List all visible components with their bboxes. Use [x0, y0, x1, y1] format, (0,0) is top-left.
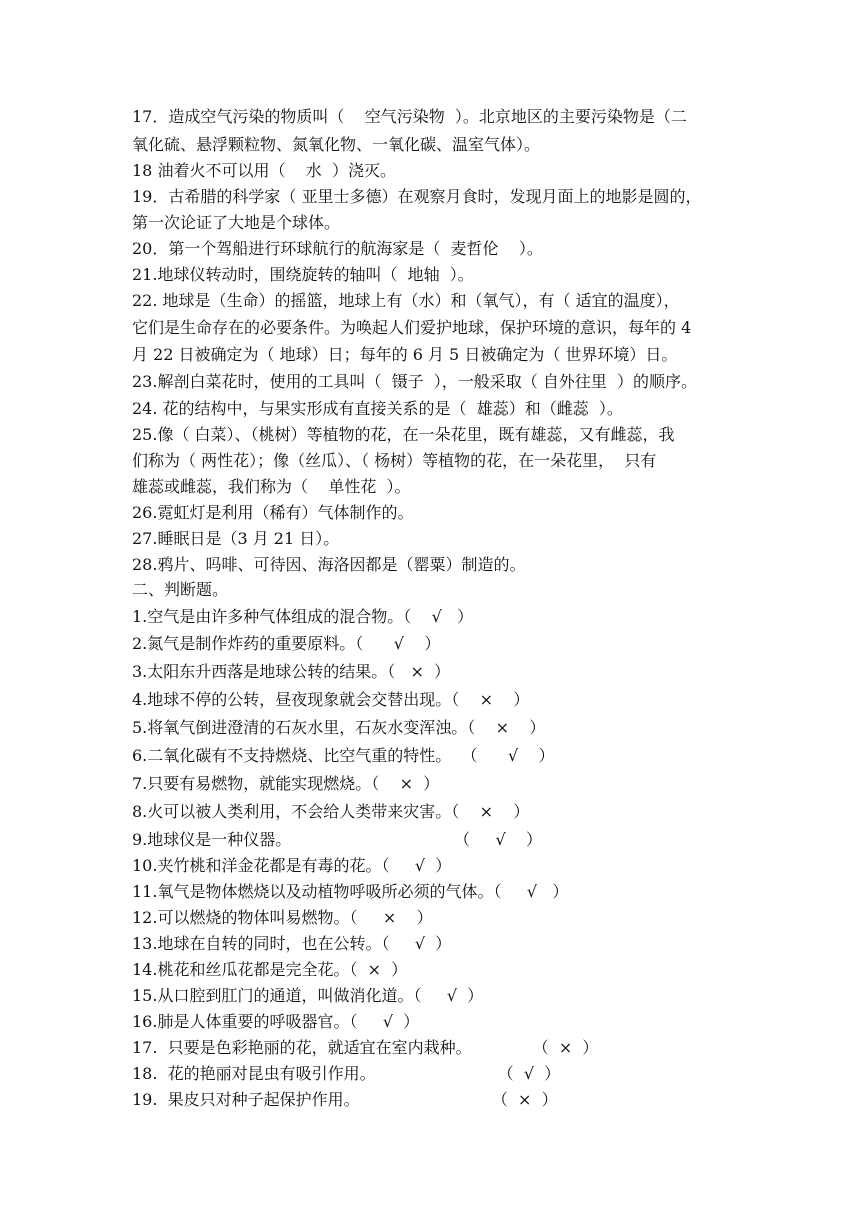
judgment-item-2: 2.氮气是制作炸药的重要原料。（ √ ）: [132, 634, 441, 653]
judgment-item-12: 12.可以燃烧的物体叫易燃物。（ × ）: [132, 908, 433, 927]
fill-item-22-line-3: 月 22 日被确定为（ 地球）日；每年的 6 月 5 日被确定为（ 世界环境）日。: [132, 345, 678, 364]
fill-item-26: 26.霓虹灯是利用（稀有）气体制作的。: [132, 503, 414, 522]
section-heading: 二、判断题。: [132, 580, 229, 599]
judgment-item-3: 3.太阳东升西落是地球公转的结果。（ × ）: [132, 662, 451, 681]
fill-item-27: 27.睡眠日是（3 月 21 日）。: [132, 529, 340, 548]
judgment-item-18: 18. 花的艳丽对昆虫有吸引作用。 （ √ ）: [132, 1064, 561, 1083]
fill-item-20: 20．第一个驾船进行环球航行的航海家是（ 麦哲伦 ）。: [132, 239, 543, 258]
judgment-item-14: 14.桃花和丝瓜花都是完全花。（ × ）: [132, 960, 408, 979]
fill-item-28: 28.鸦片、吗啡、可待因、海洛因都是（罂粟）制造的。: [132, 555, 526, 574]
fill-item-22-line-2: 它们是生命存在的必要条件。为唤起人们爱护地球，保护环境的意识，每年的 4: [132, 318, 692, 337]
fill-item-22-line-1: 22. 地球是（生命）的摇篮，地球上有（水）和（氧气），有（ 适宜的温度），: [132, 291, 680, 310]
judgment-item-19: 19. 果皮只对种子起保护作用。 （ × ）: [132, 1090, 558, 1109]
fill-item-24: 24. 花的结构中，与果实形成有直接关系的是（ 雄蕊）和（雌蕊 ）。: [132, 399, 623, 418]
fill-item-25-line-3: 雄蕊或雌蕊，我们称为（ 单性花 ）。: [132, 477, 411, 496]
fill-item-25-line-2: 们称为（ 两性花）；像（丝瓜）、（ 杨树）等植物的花，在一朵花里， 只有: [132, 451, 657, 470]
judgment-item-7: 7.只要有易燃物，就能实现燃烧。（ × ）: [132, 774, 440, 793]
judgment-item-9: 9.地球仪是一种仪器。 （ √ ）: [132, 830, 542, 849]
judgment-item-1: 1.空气是由许多种气体组成的混合物。（ √ ）: [132, 607, 474, 626]
fill-item-18: 18 油着火不可以用（ 水 ）浇灭。: [132, 161, 396, 180]
judgment-item-16: 16.肺是人体重要的呼吸器官。（ √ ）: [132, 1012, 420, 1031]
fill-item-25-line-1: 25.像（ 白菜）、（桃树）等植物的花，在一朵花里，既有雄蕊，又有雌蕊，我: [132, 425, 675, 444]
fill-item-19-line-2: 第一次论证了大地是个球体。: [132, 213, 341, 232]
fill-item-23: 23.解剖白菜花时，使用的工具叫（ 镊子 ），一般采取（ 自外往里 ）的顺序。: [132, 372, 698, 391]
fill-item-17-line-2: 氧化硫、悬浮颗粒物、氮氧化物、一氧化碳、温室气体）。: [132, 135, 541, 154]
judgment-item-4: 4.地球不停的公转，昼夜现象就会交替出现。（ × ）: [132, 690, 530, 709]
fill-item-21: 21.地球仪转动时，围绕旋转的轴叫（ 地轴 ）。: [132, 265, 474, 284]
judgment-item-8: 8.火可以被人类利用，不会给人类带来灾害。（ × ）: [132, 802, 530, 821]
judgment-item-10: 10.夹竹桃和洋金花都是有毒的花。（ √ ）: [132, 856, 452, 875]
judgment-item-6: 6.二氧化碳有不支持燃烧、比空气重的特性。 （ √ ）: [132, 746, 555, 765]
judgment-item-11: 11.氧气是物体燃烧以及动植物呼吸所必须的气体。（ √ ）: [132, 882, 569, 901]
fill-item-17-line-1: 17．造成空气污染的物质叫（ 空气污染物 ）。北京地区的主要污染物是（二: [132, 107, 687, 126]
judgment-item-15: 15.从口腔到肛门的通道，叫做消化道。（ √ ）: [132, 986, 484, 1005]
judgment-item-17: 17. 只要是色彩艳丽的花，就适宜在室内栽种。 （ × ）: [132, 1038, 599, 1057]
fill-item-19-line-1: 19．古希腊的科学家（ 亚里士多德）在观察月食时，发现月面上的地影是圆的，: [132, 187, 702, 206]
judgment-item-13: 13.地球在自转的同时，也在公转。（ √ ）: [132, 934, 452, 953]
judgment-item-5: 5.将氧气倒进澄清的石灰水里，石灰水变浑浊。（ × ）: [132, 718, 546, 737]
